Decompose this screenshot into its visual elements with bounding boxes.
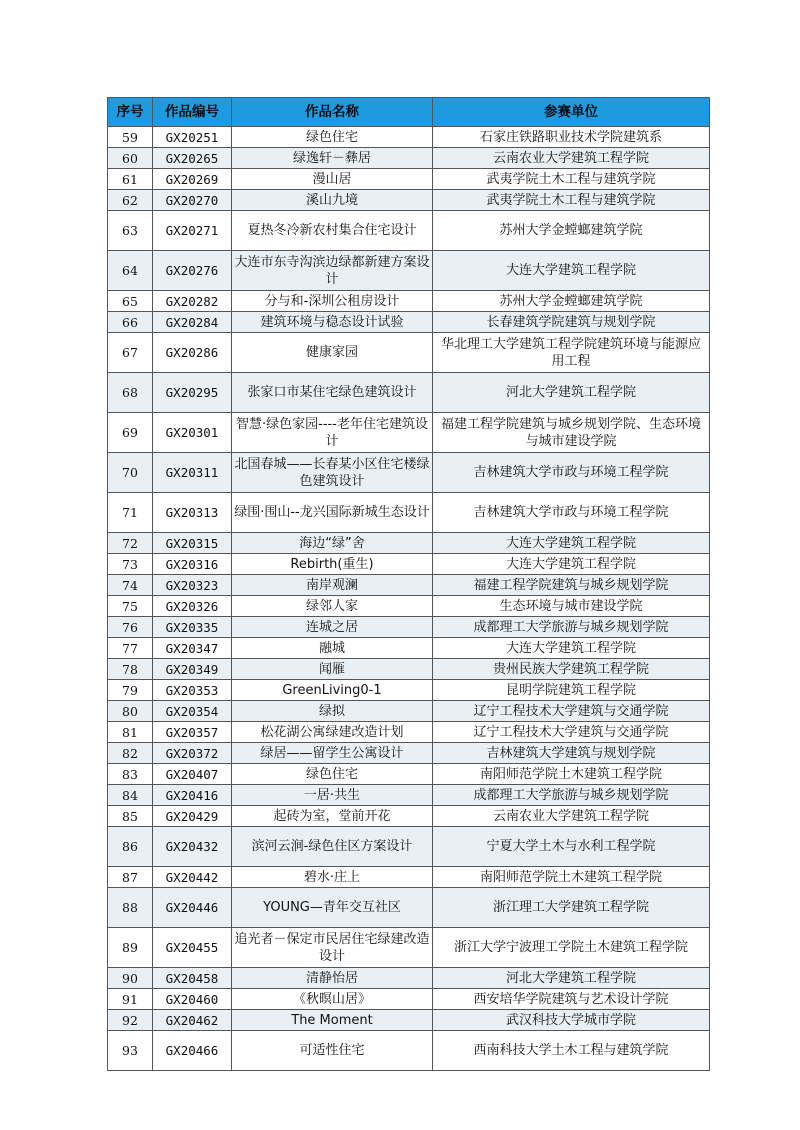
cell-index: 71 xyxy=(108,493,153,533)
cell-index: 65 xyxy=(108,291,153,312)
cell-title: YOUNG—青年交互社区 xyxy=(232,888,433,928)
cell-title: The Moment xyxy=(232,1010,433,1031)
cell-title: 分与和-深圳公租房设计 xyxy=(232,291,433,312)
cell-code: GX20323 xyxy=(153,575,232,596)
cell-index: 64 xyxy=(108,251,153,291)
cell-index: 60 xyxy=(108,148,153,169)
cell-index: 79 xyxy=(108,680,153,701)
cell-code: GX20251 xyxy=(153,127,232,148)
table-row xyxy=(108,373,710,413)
cell-title: 闻雁 xyxy=(232,659,433,680)
cell-unit: 大连大学建筑工程学院 xyxy=(433,533,710,554)
table-row xyxy=(108,554,710,575)
cell-title: 张家口市某住宅绿色建筑设计 xyxy=(232,373,433,413)
cell-title: 溪山九境 xyxy=(232,190,433,211)
table-row xyxy=(108,251,710,291)
cell-title: 海边“绿”舍 xyxy=(232,533,433,554)
header-index: 序号 xyxy=(108,98,153,127)
cell-index: 74 xyxy=(108,575,153,596)
cell-title: 绿色住宅 xyxy=(232,764,433,785)
cell-unit: 云南农业大学建筑工程学院 xyxy=(433,806,710,827)
cell-title: 智慧·绿色家园----老年住宅建筑设计 xyxy=(232,413,433,453)
cell-code: GX20353 xyxy=(153,680,232,701)
cell-code: GX20326 xyxy=(153,596,232,617)
cell-index: 69 xyxy=(108,413,153,453)
cell-code: GX20284 xyxy=(153,312,232,333)
cell-index: 61 xyxy=(108,169,153,190)
cell-code: GX20286 xyxy=(153,333,232,373)
cell-index: 80 xyxy=(108,701,153,722)
cell-unit: 成都理工大学旅游与城乡规划学院 xyxy=(433,785,710,806)
table-row xyxy=(108,1010,710,1031)
award-list-table xyxy=(107,97,710,1071)
table-row xyxy=(108,928,710,968)
cell-code: GX20466 xyxy=(153,1031,232,1071)
cell-index: 87 xyxy=(108,867,153,888)
cell-index: 77 xyxy=(108,638,153,659)
cell-code: GX20335 xyxy=(153,617,232,638)
cell-index: 75 xyxy=(108,596,153,617)
cell-title: 追光者－保定市民居住宅绿建改造设计 xyxy=(232,928,433,968)
cell-title: 绿居——留学生公寓设计 xyxy=(232,743,433,764)
cell-title: 绿逸轩－彝居 xyxy=(232,148,433,169)
cell-title: Rebirth(重生) xyxy=(232,554,433,575)
cell-unit: 大连大学建筑工程学院 xyxy=(433,638,710,659)
table-row xyxy=(108,1031,710,1071)
cell-code: GX20458 xyxy=(153,968,232,989)
cell-unit: 河北大学建筑工程学院 xyxy=(433,968,710,989)
cell-index: 70 xyxy=(108,453,153,493)
cell-title: GreenLiving0-1 xyxy=(232,680,433,701)
table-row xyxy=(108,827,710,867)
cell-unit: 贵州民族大学建筑工程学院 xyxy=(433,659,710,680)
cell-unit: 武夷学院土木工程与建筑学院 xyxy=(433,190,710,211)
cell-title: 连城之居 xyxy=(232,617,433,638)
table-row xyxy=(108,617,710,638)
table-row xyxy=(108,190,710,211)
cell-unit: 辽宁工程技术大学建筑与交通学院 xyxy=(433,701,710,722)
cell-title: 绿拟 xyxy=(232,701,433,722)
table-row xyxy=(108,453,710,493)
cell-index: 81 xyxy=(108,722,153,743)
cell-index: 73 xyxy=(108,554,153,575)
cell-index: 78 xyxy=(108,659,153,680)
cell-index: 82 xyxy=(108,743,153,764)
cell-index: 93 xyxy=(108,1031,153,1071)
cell-unit: 浙江理工大学建筑工程学院 xyxy=(433,888,710,928)
cell-title: 滨河云涧-绿色住区方案设计 xyxy=(232,827,433,867)
table-row xyxy=(108,968,710,989)
header-code: 作品编号 xyxy=(153,98,232,127)
cell-unit: 云南农业大学建筑工程学院 xyxy=(433,148,710,169)
cell-index: 89 xyxy=(108,928,153,968)
cell-unit: 华北理工大学建筑工程学院建筑环境与能源应用工程 xyxy=(433,333,710,373)
cell-index: 83 xyxy=(108,764,153,785)
table-row xyxy=(108,596,710,617)
cell-code: GX20446 xyxy=(153,888,232,928)
cell-unit: 吉林建筑大学建筑与规划学院 xyxy=(433,743,710,764)
cell-index: 91 xyxy=(108,989,153,1010)
cell-code: GX20354 xyxy=(153,701,232,722)
cell-unit: 吉林建筑大学市政与环境工程学院 xyxy=(433,453,710,493)
header-title: 作品名称 xyxy=(232,98,433,127)
cell-index: 86 xyxy=(108,827,153,867)
cell-unit: 福建工程学院建筑与城乡规划学院 xyxy=(433,575,710,596)
cell-title: 大连市东寺沟滨边绿都新建方案设计 xyxy=(232,251,433,291)
cell-unit: 武汉科技大学城市学院 xyxy=(433,1010,710,1031)
cell-unit: 河北大学建筑工程学院 xyxy=(433,373,710,413)
cell-code: GX20282 xyxy=(153,291,232,312)
cell-code: GX20372 xyxy=(153,743,232,764)
cell-code: GX20429 xyxy=(153,806,232,827)
table-row xyxy=(108,989,710,1010)
cell-unit: 南阳师范学院土木建筑工程学院 xyxy=(433,764,710,785)
table-row xyxy=(108,867,710,888)
table-row xyxy=(108,312,710,333)
table-row xyxy=(108,806,710,827)
cell-code: GX20301 xyxy=(153,413,232,453)
cell-unit: 南阳师范学院土木建筑工程学院 xyxy=(433,867,710,888)
cell-code: GX20271 xyxy=(153,211,232,251)
cell-code: GX20265 xyxy=(153,148,232,169)
cell-index: 67 xyxy=(108,333,153,373)
cell-code: GX20357 xyxy=(153,722,232,743)
table-row xyxy=(108,659,710,680)
cell-title: 南岸观澜 xyxy=(232,575,433,596)
cell-unit: 长春建筑学院建筑与规划学院 xyxy=(433,312,710,333)
cell-title: 可适性住宅 xyxy=(232,1031,433,1071)
cell-unit: 苏州大学金螳螂建筑学院 xyxy=(433,291,710,312)
cell-title: 碧水·庄上 xyxy=(232,867,433,888)
cell-title: 健康家园 xyxy=(232,333,433,373)
cell-index: 59 xyxy=(108,127,153,148)
table-row xyxy=(108,701,710,722)
cell-index: 88 xyxy=(108,888,153,928)
cell-code: GX20442 xyxy=(153,867,232,888)
table-row xyxy=(108,743,710,764)
table-body xyxy=(108,127,710,1071)
cell-title: 绿围·围山--龙兴国际新城生态设计 xyxy=(232,493,433,533)
table-row xyxy=(108,722,710,743)
cell-code: GX20347 xyxy=(153,638,232,659)
cell-title: 清静怡居 xyxy=(232,968,433,989)
cell-unit: 大连大学建筑工程学院 xyxy=(433,251,710,291)
table-row xyxy=(108,127,710,148)
cell-code: GX20416 xyxy=(153,785,232,806)
cell-title: 绿邻人家 xyxy=(232,596,433,617)
table-row xyxy=(108,413,710,453)
cell-code: GX20276 xyxy=(153,251,232,291)
table-row xyxy=(108,764,710,785)
cell-code: GX20295 xyxy=(153,373,232,413)
cell-code: GX20270 xyxy=(153,190,232,211)
cell-unit: 成都理工大学旅游与城乡规划学院 xyxy=(433,617,710,638)
cell-code: GX20315 xyxy=(153,533,232,554)
cell-code: GX20407 xyxy=(153,764,232,785)
cell-code: GX20313 xyxy=(153,493,232,533)
table-header-row xyxy=(108,98,710,127)
cell-index: 76 xyxy=(108,617,153,638)
table-row xyxy=(108,493,710,533)
cell-code: GX20349 xyxy=(153,659,232,680)
cell-title: 《秋暝山居》 xyxy=(232,989,433,1010)
cell-unit: 辽宁工程技术大学建筑与交通学院 xyxy=(433,722,710,743)
cell-index: 85 xyxy=(108,806,153,827)
cell-unit: 生态环境与城市建设学院 xyxy=(433,596,710,617)
cell-unit: 西安培华学院建筑与艺术设计学院 xyxy=(433,989,710,1010)
cell-unit: 石家庄铁路职业技术学院建筑系 xyxy=(433,127,710,148)
cell-index: 66 xyxy=(108,312,153,333)
cell-code: GX20269 xyxy=(153,169,232,190)
cell-code: GX20432 xyxy=(153,827,232,867)
cell-unit: 大连大学建筑工程学院 xyxy=(433,554,710,575)
cell-title: 起砖为室，堂前开花 xyxy=(232,806,433,827)
cell-title: 绿色住宅 xyxy=(232,127,433,148)
table-row xyxy=(108,785,710,806)
table-row xyxy=(108,333,710,373)
cell-code: GX20311 xyxy=(153,453,232,493)
cell-unit: 西南科技大学土木工程与建筑学院 xyxy=(433,1031,710,1071)
cell-title: 夏热冬冷新农村集合住宅设计 xyxy=(232,211,433,251)
header-unit: 参赛单位 xyxy=(433,98,710,127)
cell-index: 72 xyxy=(108,533,153,554)
cell-index: 62 xyxy=(108,190,153,211)
cell-unit: 吉林建筑大学市政与环境工程学院 xyxy=(433,493,710,533)
cell-code: GX20316 xyxy=(153,554,232,575)
cell-title: 融城 xyxy=(232,638,433,659)
cell-unit: 浙江大学宁波理工学院土木建筑工程学院 xyxy=(433,928,710,968)
cell-title: 漫山居 xyxy=(232,169,433,190)
cell-unit: 武夷学院土木工程与建筑学院 xyxy=(433,169,710,190)
cell-unit: 苏州大学金螳螂建筑学院 xyxy=(433,211,710,251)
table-row xyxy=(108,291,710,312)
table-row xyxy=(108,533,710,554)
cell-index: 92 xyxy=(108,1010,153,1031)
cell-unit: 昆明学院建筑工程学院 xyxy=(433,680,710,701)
table-row xyxy=(108,888,710,928)
cell-title: 松花湖公寓绿建改造计划 xyxy=(232,722,433,743)
cell-title: 北国春城——长春某小区住宅楼绿色建筑设计 xyxy=(232,453,433,493)
cell-index: 90 xyxy=(108,968,153,989)
cell-code: GX20455 xyxy=(153,928,232,968)
cell-code: GX20462 xyxy=(153,1010,232,1031)
cell-index: 68 xyxy=(108,373,153,413)
table-row xyxy=(108,211,710,251)
table-row xyxy=(108,575,710,596)
cell-title: 建筑环境与稳态设计试验 xyxy=(232,312,433,333)
cell-unit: 福建工程学院建筑与城乡规划学院、生态环境与城市建设学院 xyxy=(433,413,710,453)
cell-index: 63 xyxy=(108,211,153,251)
table-row xyxy=(108,638,710,659)
table-row xyxy=(108,169,710,190)
table-row xyxy=(108,148,710,169)
table-row xyxy=(108,680,710,701)
cell-title: 一居·共生 xyxy=(232,785,433,806)
cell-index: 84 xyxy=(108,785,153,806)
cell-unit: 宁夏大学土木与水利工程学院 xyxy=(433,827,710,867)
cell-code: GX20460 xyxy=(153,989,232,1010)
